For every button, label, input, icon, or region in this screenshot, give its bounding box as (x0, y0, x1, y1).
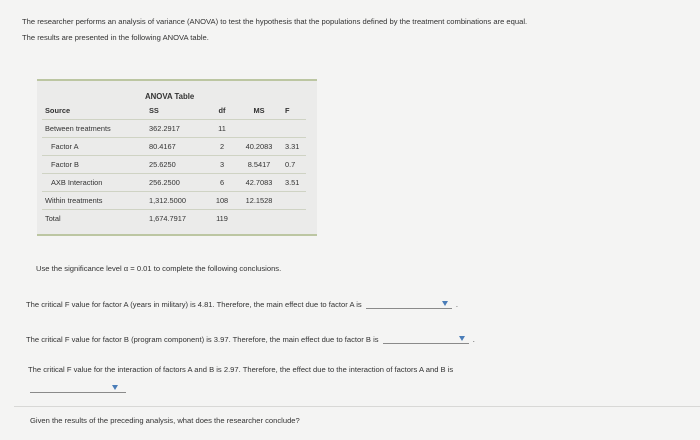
f-cell: 3.31 (285, 141, 300, 151)
dropdown-caret-icon (112, 385, 118, 390)
f-cell: 0.7 (285, 159, 296, 169)
question-factor-a (26, 298, 458, 309)
factor-b-effect-dropdown[interactable] (383, 333, 469, 344)
question-factor-b-text: The critical F value for factor B (program component) is 3.97. Therefore, the main effect due to factor B is (26, 335, 379, 344)
dropdown-caret-icon (442, 301, 448, 306)
table-row (42, 137, 306, 155)
header-source: Source (45, 106, 71, 116)
ss-cell: 362.2917 (149, 123, 180, 133)
source-cell: Total (45, 213, 61, 223)
source-cell: Factor A (51, 141, 79, 151)
df-cell: 2 (219, 141, 225, 151)
question-factor-a-text: The critical F value for factor A (years in military) is 4.81. Therefore, the main effect due to factor A is (26, 300, 362, 309)
ms-cell: 42.7083 (245, 177, 273, 187)
f-cell (282, 209, 306, 227)
f-cell (282, 119, 306, 137)
ms-cell: 8.5417 (247, 159, 271, 169)
question-interaction-text: The critical F value for the interaction of factors A and B is 2.97. Therefore, the effect due to the interaction of factors A and B is (28, 365, 454, 374)
df-cell: 119 (216, 213, 228, 223)
table-row (42, 191, 306, 209)
intro-line-2: The results are presented in the following ANOVA table. (22, 33, 209, 42)
significance-instruction: Use the significance level α = 0.01 to complete the following conclusions. (36, 264, 282, 273)
period: . (455, 300, 458, 309)
final-question: Given the results of the preceding analysis, what does the researcher conclude? (30, 416, 300, 425)
ss-cell: 1,312.5000 (149, 195, 186, 205)
ss-cell: 80.4167 (149, 141, 176, 151)
f-cell: 3.51 (285, 177, 300, 187)
header-ms: MS (253, 106, 265, 116)
dropdown-caret-icon (459, 336, 465, 341)
source-cell: AXB Interaction (51, 177, 103, 187)
ms-cell: 12.1528 (245, 195, 273, 205)
interaction-effect-dropdown[interactable] (30, 381, 126, 393)
table-row (42, 155, 306, 173)
intro-line-1: The researcher performs an analysis of variance (ANOVA) to test the hypothesis that the populations defined by the treatment combinations are equal. (22, 17, 528, 26)
table-row (42, 119, 306, 137)
ms-cell: 40.2083 (245, 141, 273, 151)
source-cell: Factor B (51, 159, 79, 169)
question-factor-b (26, 333, 475, 344)
table-row (42, 209, 306, 227)
problem-intro (22, 14, 692, 46)
f-cell (282, 191, 306, 209)
header-ss: SS (149, 106, 159, 116)
ss-cell: 1,674.7917 (149, 213, 186, 223)
source-cell: Within treatments (45, 195, 103, 205)
ms-cell (236, 119, 282, 137)
ms-cell (236, 209, 282, 227)
source-cell: Between treatments (45, 123, 111, 133)
header-f: F (285, 106, 290, 116)
anova-table (42, 103, 306, 227)
factor-a-effect-dropdown[interactable] (366, 298, 452, 309)
anova-table-title: ANOVA Table (145, 92, 195, 101)
table-row (42, 173, 306, 191)
section-divider (14, 406, 700, 407)
ss-cell: 25.6250 (149, 159, 176, 169)
df-cell: 11 (218, 123, 226, 133)
df-cell: 6 (219, 177, 225, 187)
ss-cell: 256.2500 (149, 177, 180, 187)
df-cell: 3 (219, 159, 225, 169)
question-interaction (28, 365, 453, 374)
df-cell: 108 (215, 195, 229, 205)
header-df: df (218, 106, 226, 116)
period: . (472, 335, 475, 344)
